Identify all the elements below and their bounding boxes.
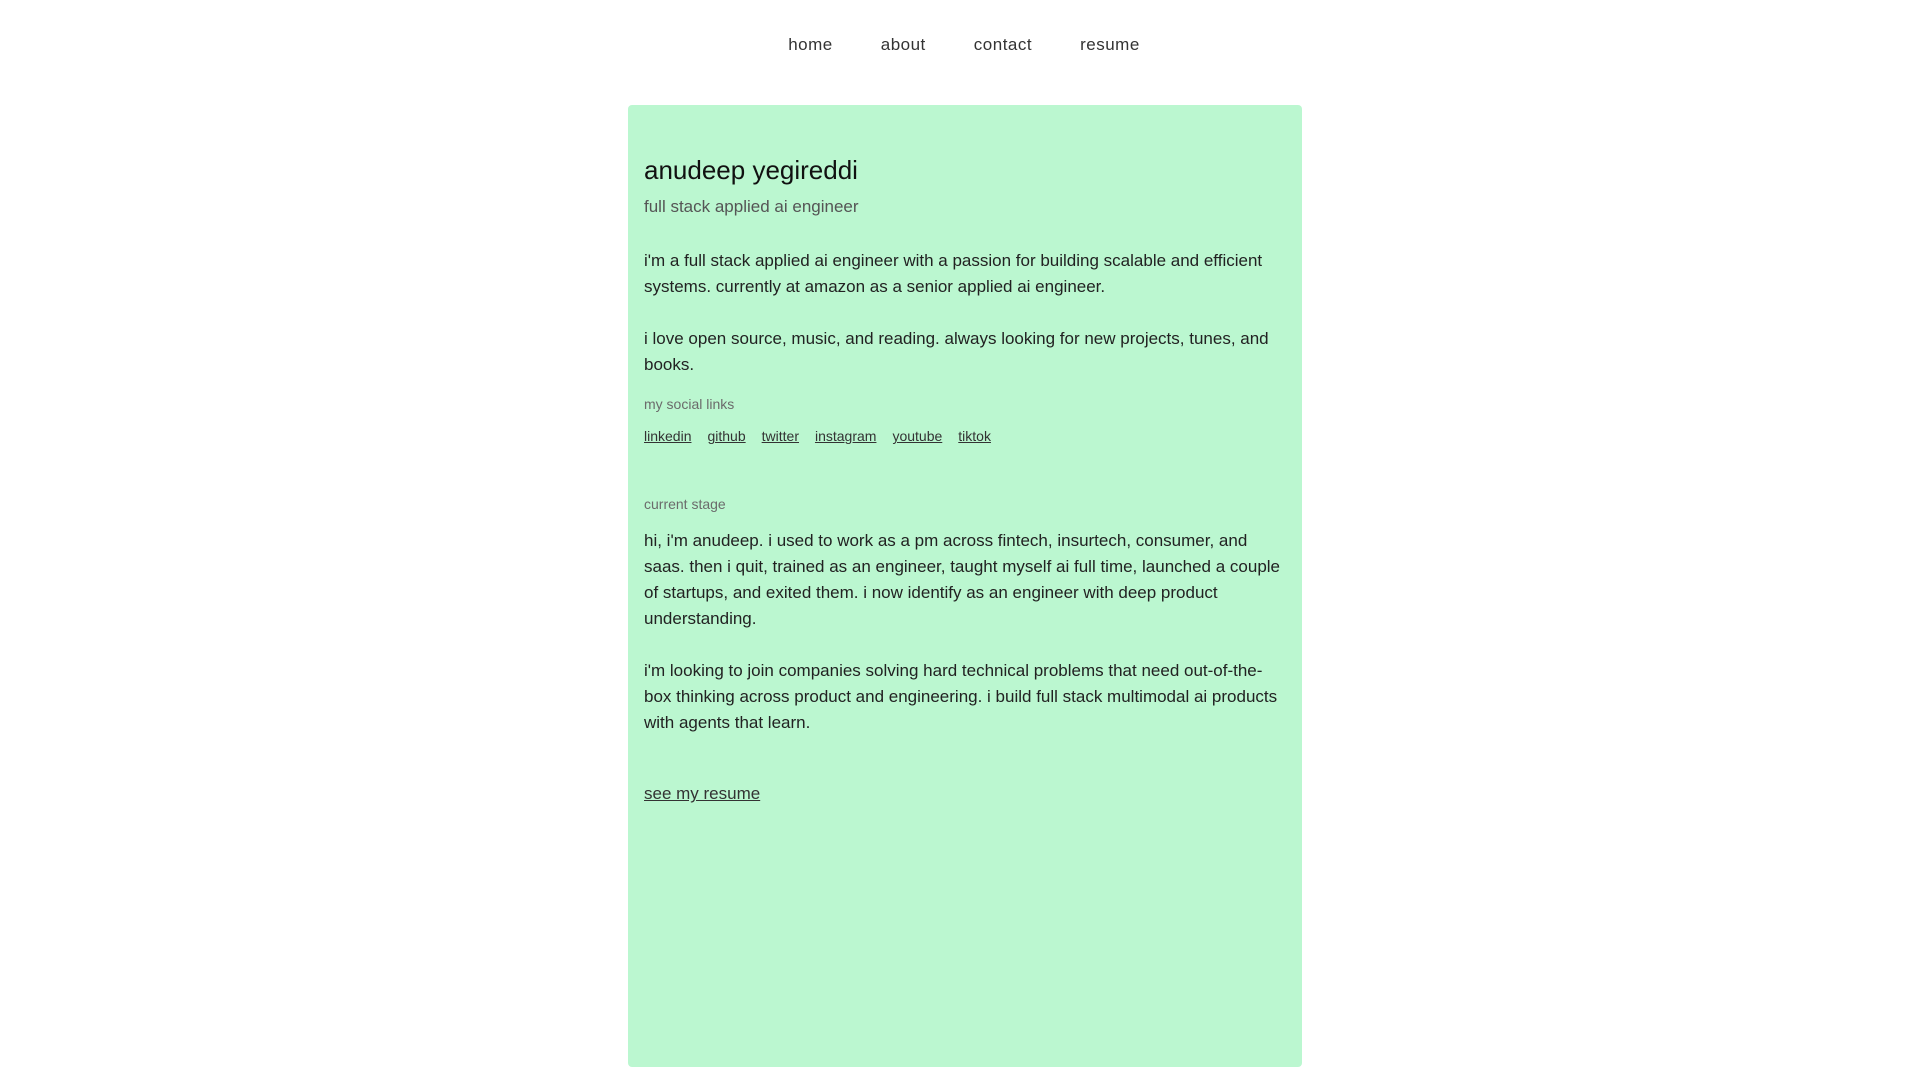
social-link-youtube[interactable]: youtube	[892, 428, 943, 445]
nav-link-contact[interactable]: contact	[973, 35, 1033, 54]
top-navigation	[0, 0, 1920, 90]
profile-title: full stack applied ai engineer	[644, 197, 859, 217]
social-links-label: my social links	[644, 396, 735, 413]
profile-card	[628, 105, 1302, 1067]
social-link-instagram[interactable]: instagram	[814, 428, 877, 445]
profile-name: anudeep yegireddi	[644, 155, 858, 185]
intro-paragraph-1: i'm a full stack applied ai engineer with a passion for building scalable and efficient systems. currently at amazon as a senior applied ai engineer.	[644, 251, 1263, 297]
nav-link-home[interactable]: home	[788, 35, 833, 54]
stage-paragraph-2: i'm looking to join companies solving hard technical problems that need out-of-the-box thinking across product and engineering. i build full stack multimodal ai products with agents that learn.	[644, 661, 1278, 733]
stage-paragraph-1: hi, i'm anudeep. i used to work as a pm across fintech, insurtech, consumer, and saas. then i quit, trained as an engineer, taught myself ai full time, launched a couple of startups, and exited them. i now identify as an engineer with deep product understanding.	[644, 531, 1281, 629]
social-links	[644, 428, 1286, 444]
nav-link-resume[interactable]: resume	[1080, 35, 1140, 54]
social-link-github[interactable]: github	[707, 428, 746, 445]
nav-link-about[interactable]: about	[880, 35, 926, 54]
social-link-tiktok[interactable]: tiktok	[958, 428, 991, 445]
see-resume-link[interactable]: see my resume	[644, 784, 761, 804]
social-link-twitter[interactable]: twitter	[761, 428, 799, 445]
current-stage-label: current stage	[644, 496, 726, 513]
nav-links	[764, 35, 1164, 55]
social-link-linkedin[interactable]: linkedin	[644, 428, 692, 445]
intro-paragraph-2: i love open source, music, and reading. always looking for new projects, tunes, and books.	[644, 329, 1269, 375]
